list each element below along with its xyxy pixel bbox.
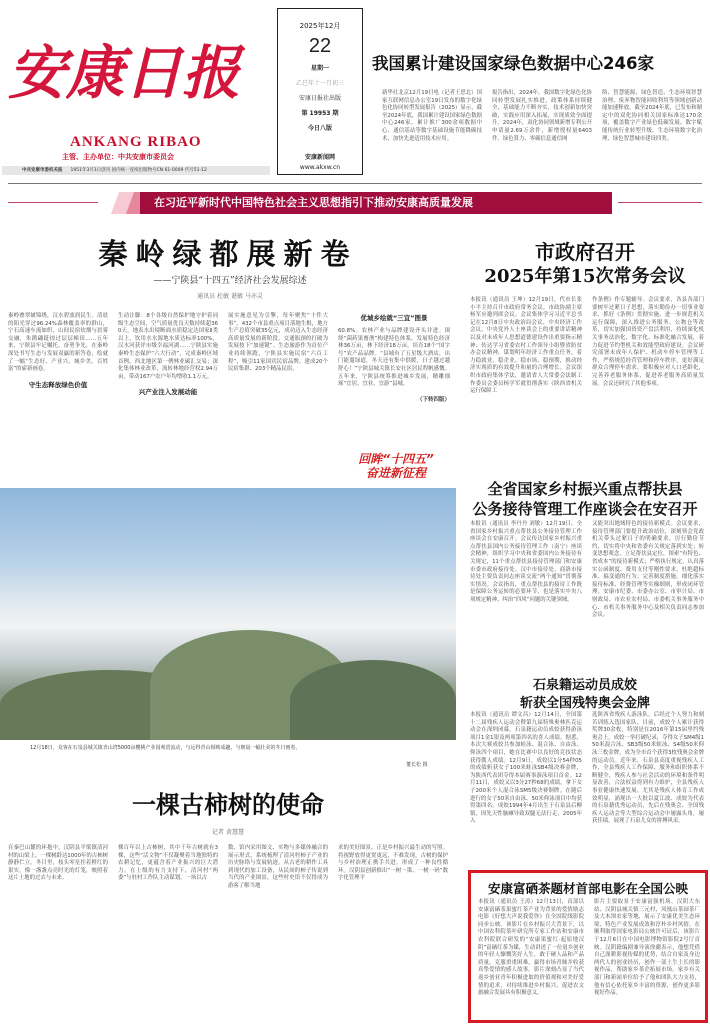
meeting-headline-1: 市政府召开	[535, 240, 635, 264]
cn-number: 国内统一连续出版物号CN 61-0009	[111, 168, 184, 173]
publisher: 安康日报社出版	[298, 95, 341, 102]
meeting-col-2: 作条例》作专题辅导。会议要求，各县各部门要树牢过紧日子思想，落实勤俭办一切事业要求，抓好《条例》贯彻实施，进一步规范机关运行保障，深入推进公务服务、公物仓等改革，切实加强国资资产盘活利用，持续深化机关事务法治化、数字化、标准化融合发展，着力促进节约型机关和效能型政府建设。会议研究部署未成年人保护、机动车停车管理等工作，严格规范经营管理和停车秩序，更好满足群众合理停车需求。要积极应对人口老龄化，完善养老服务体系，促进养老服务高质量发展。会议还研究了其他事项。	[592, 297, 704, 387]
photo-caption: 12月18日，众客在石泉县城关镇青山湾5000亩櫻桃产业园观赏流动，与远得青山相映成趣，与朝晨一幅壮美的冬日画卷。	[30, 745, 301, 751]
film-col-2: 影片主要取景于安康富强机场、汉阴大东站、汉阴县城关镇三元村、凤凰山茶园茶厂及大木坝农家等地，展示了安康优美生态环境、特色产业发展成效和淳朴乡村风情。在顺利取得国家电影局公映许可证后，该影片于12月6日在中国电影博物馆影院2号厅首映。汉阴籍编剧兼导演徐疆表示，他想凭借自己深耕影视传媒的优势，结合自家及身边两代人的创业经历，创作一部土生土长的影视作品，帮助家乡茶企拓展市场。家乡有关部门和新闻单位给予了他和团队大力支持，他有信心依托家乡丰富的资源，创作更多影视好作品。	[594, 899, 700, 997]
divider	[8, 183, 702, 184]
lead-subtitle: ——宁陕县“十四五”经济社会发展综述	[153, 276, 307, 286]
continued-note: （下转四版）	[416, 396, 450, 403]
swimmer-headline-2: 斩获全国残特奥会金牌	[519, 696, 650, 711]
site-name: 安康新闻网	[304, 154, 335, 161]
swimmer-col-2: 选陕西省残疾人游泳队，后经过个人努力和刻苦训练入选国家队。目前，成姣个人累计获得奖牌30余枚，特别是在2016年第15届里约残奥会上，成姣一举打破纪录，夺得女子SM4级150米混合泳、SB3级50米蛙泳、S4级50米仰泳三枚金牌，成为全市首个获得3枚残奥会金牌的运动员。近年来，石泉县高度重视残疾人工作，全县残疾人工作保障、服务和组织体系不断健全，残疾人参与社会活动的环境和条件明显改善，合法权益得到有力维护，全县残疾人事业健康快速发展。尤其是残疾人体育工作成效明显，涌现出一大批以夏江波、成姣为代表的石泉籍优秀运动员，先后在残奥会、全国残疾人运动会等大型综合运动会中屡露头角，屡获佳绩，展现了石泉儿女的拼搏风采。	[592, 712, 704, 825]
second-byline: 记者 黄慧慧	[212, 829, 244, 836]
photo-banner	[340, 452, 452, 484]
lead-byline: 通讯员 杜敏 谌敏 马亦灵	[197, 293, 263, 300]
newspaper-logo: 安康日报	[8, 39, 241, 107]
day: 22	[308, 35, 332, 57]
masthead-pinyin: ANKANG RIBAO	[70, 134, 202, 150]
banner-line-left	[8, 202, 98, 203]
film-headline: 安康富硒茶题材首部电影在全国公映	[487, 881, 688, 896]
organ-label: 中共安康市委机关报	[22, 168, 63, 173]
second-col-2: 棵百年以上古柿树，其中千年古树就有3棵，这些“活文物”不仅凝聚着当地独特的农耕记忆，更蕴含着产业振兴的巨大潜力。在上级的有力支持下，清河村“两委”与驻村工作队主动谋划，一场以古	[118, 845, 218, 882]
second-col-1: 在秦巴山麓的环抱中，汉阴县平梁镇清河村的山梁上，一棵树龄达1000年的古柿树静静伫立。冬日里，枝头零星挂着橙红的果实，像一盏盏点亮时光的灯笼，映照着这片土地的过去与未来。	[8, 845, 108, 882]
lead-headline: 秦岭绿都展新卷	[98, 237, 358, 271]
swimmer-col-1: 本报讯（通讯员 谭文昌）12月14日，全国第十二届残疾人运动会暨第九届特殊奥林匹克运动会在深圳闭幕。石泉籍运动员成姣获得游泳项目1金1银及两项第四名的喜人成绩。据悉，本次大赛成姣共参加蛙泳、混合泳、自由泳、仰泳四个项目，她在比赛中以良好的竞技状态获得傲人成绩。12月9日，成姣以1分54秒05的成绩斩获女子100米蛙泳SB4级决赛金牌，为陕西代表团夺得本届赛事游泳项目首金。12月11日，成姣又以3分27秒68的成绩，拿下女子200米个人混合泳SM5级决赛铜牌。在随后进行的女子50米自由泳、50米仰泳项目中均获得第四名。成姣1994年4月出生于石泉县后柳镇，因先天性脑瘫导致双腿无法行走，2005年入	[470, 712, 582, 825]
banner-line-2: 奋进新征程	[365, 466, 426, 480]
founded: 1951年3月1日创刊	[70, 168, 111, 173]
banner-line-1: 回眸“十四五”	[358, 452, 434, 466]
mountain	[290, 660, 456, 740]
lead-column-2	[118, 313, 218, 396]
lead-column-4	[338, 313, 450, 403]
meeting-headline-2: 2025年第15次常务会议	[484, 266, 686, 287]
lead-column-1	[8, 313, 108, 389]
landscape-photo	[0, 488, 456, 740]
lead-col-3: 展实施意见为引擎，每年聚焦“十件大事”，432个市县重点项目落地生根，地方生产总值突破35亿元，成功迈入生态经济高质量发展的新阶段。交通瓶颈的打破为发展按下“加速键”。生态旅游作为首位产业持续领跑，宁陕县实施民宿“六百工程”，吸引11家国宾民宿品牌，建成20个民宿集群、203个精品民宿。	[228, 313, 328, 373]
date-box	[277, 8, 363, 175]
second-headline: 一棵古柿树的使命	[132, 790, 324, 819]
issue-number: 第 19953 期	[301, 110, 339, 117]
subhead-3: 优城乡绘就“三宜”图景	[360, 314, 428, 322]
meeting-col-1: 本报讯（通讯员 王坤）12月19日，代市长张小平主持召开市政府常务会议。市政协副主席杨军应邀列席会议。会议集体学习习近平总书记在12月8日中央政治局会议、中央经济工作会议、中央党外人士座谈会上的重要讲话精神以及对未成年人思想道德建设作出重要指示精神；传达学习省委农村工作领导小组暨省防贫办会议精神，谋划明年经济工作重点任务，着力稳就业、稳企业、稳市场、稳预期，推动经济实现质的有效提升和量的合理增长。会议组织市政府集体学法，邀请省人大常委会法制工作委员会委员杨学军就贯彻落实《陕西省机关运行保障工	[470, 297, 582, 395]
theme-banner: 在习近平新时代中国特色社会主义思想指引下推动安康高质量发展	[140, 192, 612, 214]
top-story-col-1: 新华社北京12月19日电（记者王思北）国家互联网信息办公室19日发布的数字化绿色化协同转型发展报告（2025）显示，截至2024年底，我国累计建设国家绿色数据中心246家，累计推广300余项数据中心、通信基站等数字基础设施节能降碳技术，加快先进适用技术应用。	[382, 90, 482, 142]
photo-credit: 董长松 摄	[406, 762, 428, 768]
banner-line-right	[618, 202, 702, 203]
subhead-1: 守生态释放绿色价值	[28, 380, 88, 389]
top-story-headline: 我国累计建设国家绿色数据中心246家	[372, 54, 654, 73]
lead-col-4: 60.8%。农林产业与品牌建设齐头并进。围绕“菌药果畜渔”构建特色体系，发展特色经济林36万亩，林下经济18万亩，培育18个“国字号”农产品品牌。“县城有了五星级大酒店，出门能遛绿道，冬天还有集中供暖，日子越过越舒心！”宁陕县城关镇长安社区居民程帆感慨。五年来，宁陕县统筹推进城乡发展，精雕细琢“宜居、宜业、宜游”县城。	[338, 328, 450, 388]
subhead-2: 兴产业注入发展动能	[138, 388, 198, 397]
site-url[interactable]: www.akxw.cn	[299, 164, 341, 171]
page-count: 今日八版	[307, 125, 332, 132]
reception-col-2: 又能突出地域特色的接待新模式。会议要求，接待管理部门要提升政治站位，深刻领会党政机关带头过紧日子的明确要求，厉行勤俭节约，切实将中央和省委有关规定落到实处；转变思想观念，立足帮扶县定位，探索“有特色、省成本”的接待新模式；严格执行规定，认真落实公函制度、费用支付等刚性要求，杜绝超标准、搞变通的行为；完善制度措施，细化落实接待标准、经费管理等实操细则，形成闭环管理。安康市纪委、市委办公室、市审计局、市财政局、市农业农村局、市委机关事务服务中心、市机关事务服务中心及相关负责同志参加会议。	[592, 521, 704, 619]
lunar-date: 乙巳年十一月初三	[295, 80, 344, 87]
top-story-col-3: 络、智慧能源、绿色智造、生态环境智慧治理、废弃物智能回收利用等领域创新动能加速释放。截至2024年底，已发布和制定中的双化协同相关国家标准达170余项，覆盖数字产业绿色低碳发展、数字赋能传统行业转型升级、生态环境数字化治理、绿色智慧城市建设四类。	[602, 90, 702, 142]
second-col-4: 求的美好图景，正是乡村振兴最生动的写照。将视野放得更宽更远，不难发现，古树的保护与乡村治理正携手共进，形成了一种良性循环。汉阴县创新推出“一树一策、一树一码”数字化管理平	[338, 845, 448, 882]
film-col-1: 本报讯（通讯员 王涛）12月13日，首部以安康富硒茶果蜜红茶产业为背景的爱情励志电影《好想大声说我爱你》在全国院线影院同步公映。该影片在乡村振兴大背景下，以中国农科院茶叶研究所专家工作站和安康市农科院联合研发的“安康果蜜红·起原地汉阴”富硒红茶为媒，生动讲述了一位返乡创业的年轻人慷慨笑好人生，敢于硬人品和产品质量，克服重重困难，赢得市场青睐并收获真挚爱情的感人故事。影片深刻凸显了当代返乡创业青年积极进取的价值观和对美好爱情的追求，对持续推进乡村振兴、促进农文旅融合发展具有积极意义。	[478, 899, 584, 997]
postal-code: 代号51-12	[184, 168, 207, 173]
top-story-col-2: 报告指出，2024年，我国数字化绿色化协同转型发展扎实推进，政策体系持续健全，基础能力不断夯实，技术创新加快突破，实践应用深入拓展，实现质效全面提升。2024年，双化协同领域新增专利公开申请量2.69万余件，新增授权量6403件。绿色算力、零碳信息通信网	[492, 90, 592, 142]
lead-col-2: 生动注脚：8个各级自然保护地守护着同级生态空间，空气质量优良天数持续超360天，地表水出境断面水质稳定达国家Ⅱ类以上，饮用水水源地水质达标率100%，汉水河获评市级幸福河湖……宁陕县实施秦岭生态保护“六大行动”，完成秦岭区域首例、西北地区第一例林业碳汇交易；深化集体林业改革，流转林地经营权2.94万亩，带动167户农户年均增收1.1万元。	[118, 313, 218, 380]
masthead-sponsor: 主管、主办单位：中共安康市委员会	[62, 153, 174, 161]
weekday: 星期一	[310, 65, 329, 72]
reception-headline-2: 公务接待管理工作座谈会在安召开	[472, 500, 698, 518]
year-month: 2025年12月	[299, 22, 341, 30]
reception-col-1: 本报讯（通讯员 李丹丹 刘敏）12月19日，全省国家乡村振兴重点帮扶县公务接待管理工作座谈会在安康召开。会议传达国家乡村振兴重点帮扶县国内公务接待管理工作（南宁）座谈会精神，组织学习中央和省委国内公务接待有关规定，11个重点帮扶县接待管理部门和安康市委市政府接待处、汉中市接待处、商洛市接待处主要负责同志座谈交流“两个通知”贯彻落实情况。会议指出，重点帮扶县的接待工作既是保障公务运转的必要环节，也是落实中央八项规定精神、纠治“四风”问题的关键领域。	[470, 521, 582, 603]
lead-column-3	[228, 313, 328, 374]
lead-col-1: 秦岭叠翠皴锦绣，汉水碧波润民生。清晨的阳光穿过96.24%森林覆盖率的群山，宁石高速车流如织，山间民宿炊烟与晨雾交融，朱鹮翩跹掠过层层梯田……五年来，宁陕县牢记嘱托，奋勇争先，在秦岭深处书写生态与发展双赢的新答卷，绘就了一幅“生态好、产业兴、城乡美、百姓富”的崭新画卷。	[8, 313, 108, 373]
masthead-info-bar	[2, 166, 270, 175]
reception-headline-1: 全省国家乡村振兴重点帮扶县	[487, 480, 683, 498]
swimmer-headline-1: 石泉籍运动员成姣	[532, 678, 637, 693]
second-col-3: 数、馆内采用图文、实物与多媒体融合的展示形式，系统梳理了清河村柿子产业的历史脉络与发展轨迹。从古老的耕作工具到现代的加工设备，从民间的柿子传说到当代的产业图景，这些村史馆不仅得成为游客了解当地	[228, 845, 328, 889]
